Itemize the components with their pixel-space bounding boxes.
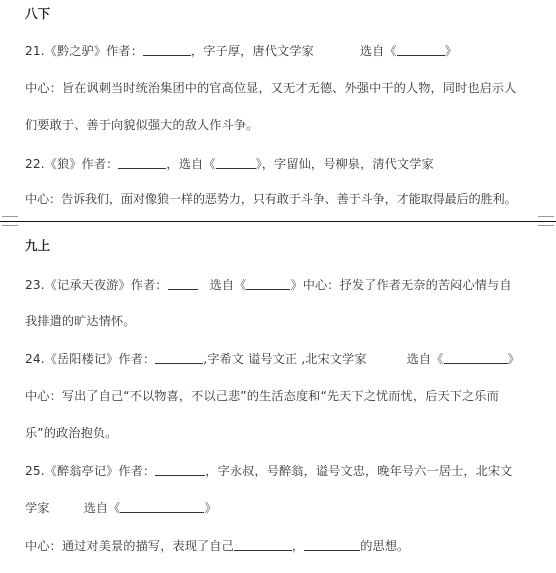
answer-blank-24-author[interactable] [155, 350, 203, 364]
question-21-source-label: 选自《 [359, 44, 397, 58]
question-24-close: 》 [507, 352, 520, 366]
question-24-center-line-2: 乐”的政治抱负。 [25, 426, 118, 440]
question-25-source-label: 选自《 [83, 501, 121, 515]
question-22-line [25, 155, 550, 172]
answer-blank-25-source[interactable] [120, 499, 204, 513]
question-21-info: ，字子厚，唐代文学家 [190, 44, 314, 58]
question-22-center-line: 中心：告诉我们，面对像狼一样的恶势力，只有敢于斗争、善于斗争，才能取得最后的胜利。 [25, 192, 517, 206]
section-heading-jiu-shang: 九上 [25, 238, 51, 253]
question-24-prompt: 24.《岳阳楼记》作者： [25, 352, 156, 366]
answer-blank-25-center-1[interactable] [234, 537, 292, 551]
question-23-prompt: 23.《记承天夜游》作者： [25, 278, 168, 292]
question-21-prompt: 21.《黔之驴》作者： [25, 44, 143, 58]
answer-blank-23-source[interactable] [246, 276, 290, 290]
question-25-line-2 [25, 499, 550, 516]
question-23-line [25, 276, 550, 293]
answer-blank-25-author[interactable] [155, 462, 205, 476]
question-21-close: 》 [444, 44, 458, 58]
answer-blank-23-author[interactable] [168, 276, 198, 290]
question-24-source-label: 选自《 [406, 352, 444, 366]
question-21-center-line-2: 们要敢于、善于向貌似强大的敌人作斗争。 [25, 118, 259, 132]
question-22-info: 》，字留仙，号柳泉，清代文学家 [255, 157, 434, 171]
question-23-center: 》中心：抒发了作者无奈的苦闷心情与自 [290, 278, 512, 292]
question-25-prompt: 25.《醉翁亭记》作者： [25, 464, 156, 478]
question-25-center-end: 的思想。 [360, 539, 410, 553]
question-23-source-label: 选自《 [209, 278, 247, 292]
answer-blank-22-source[interactable] [216, 155, 256, 169]
question-25-center-prompt: 中心：通过对美景的描写，表现了自己 [25, 539, 234, 553]
question-21-center-line-1: 中心：旨在讽刺当时统治集团中的官高位显，又无才无德、外强中干的人物，同时也启示人 [25, 81, 517, 95]
question-24-info: ,字希文 谥号文正 ,北宋文学家 [203, 352, 367, 366]
section-heading-ba-xia: 八下 [25, 6, 51, 21]
answer-blank-25-center-2[interactable] [304, 537, 360, 551]
question-25-center-line [25, 537, 550, 554]
question-23-center-line-2: 我排遣的旷达情怀。 [25, 314, 136, 328]
question-25-center-sep: ， [291, 539, 305, 553]
question-22-source-label: ，选自《 [166, 157, 216, 171]
question-24-line [25, 350, 550, 367]
question-25-info-cont: 学家 [25, 501, 50, 515]
question-21-line [25, 42, 550, 59]
answer-blank-21-source[interactable] [397, 42, 445, 56]
question-22-prompt: 22.《狼》作者： [25, 157, 119, 171]
answer-blank-21-author[interactable] [143, 42, 191, 56]
question-24-center-line-1: 中心：写出了自己“不以物喜，不以己悲”的生活态度和“先天下之忧而忧，后天下之乐而 [25, 389, 499, 403]
question-25-close: 》 [204, 501, 217, 515]
question-25-line [25, 462, 550, 479]
page-break-divider [0, 221, 556, 222]
question-25-info: ，字永叔，号醉翁，谥号文忠，晚年号六一居士，北宋文 [205, 464, 513, 478]
answer-blank-22-author[interactable] [118, 155, 166, 169]
answer-blank-24-source[interactable] [444, 350, 508, 364]
